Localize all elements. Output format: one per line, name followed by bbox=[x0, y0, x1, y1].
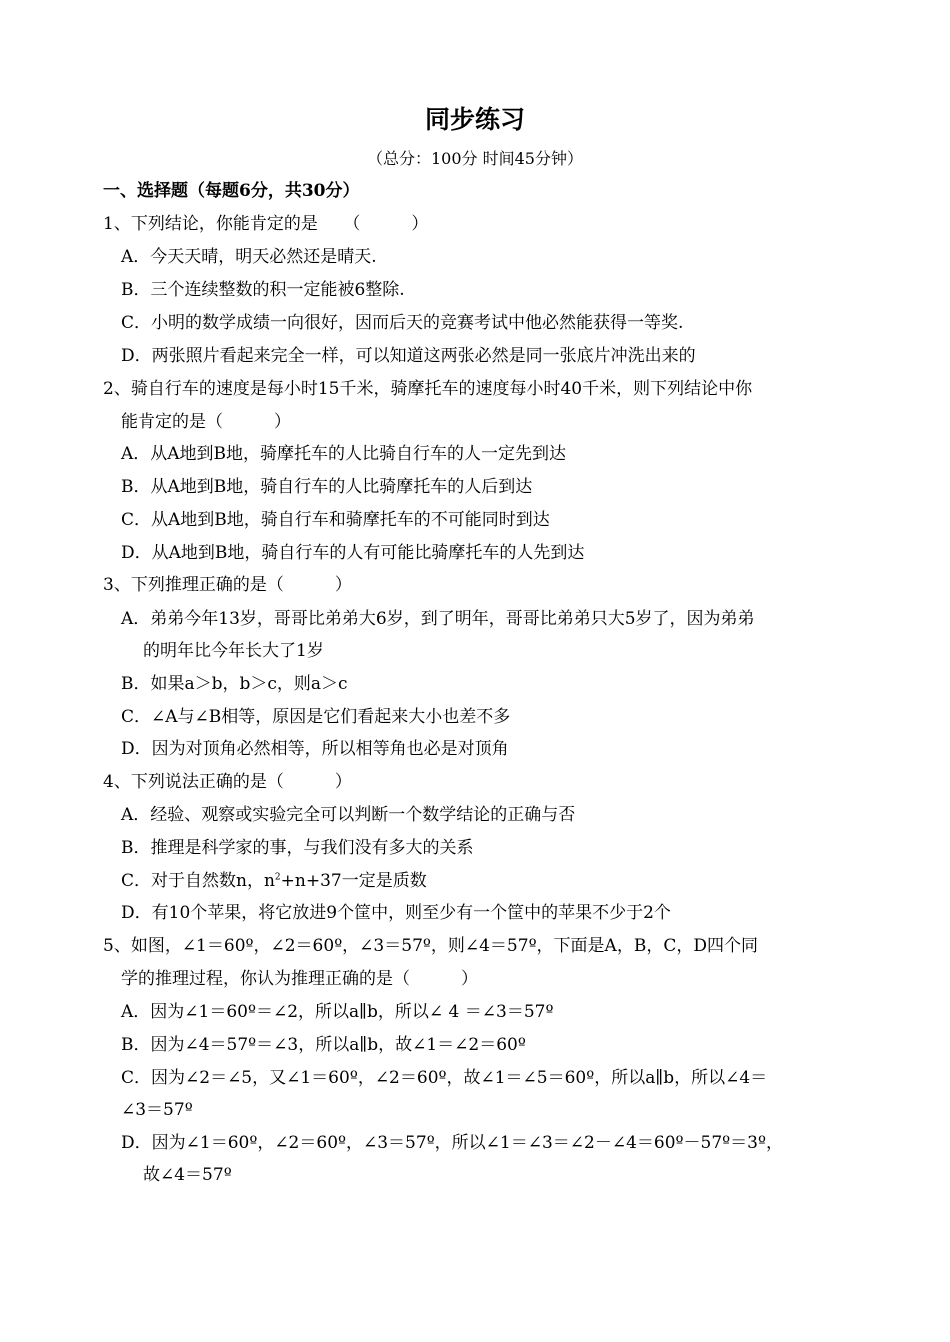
question-3-stem: 3、下列推理正确的是（ ） bbox=[103, 575, 352, 595]
question-4-option-c-text-end: +n+37一定是质数 bbox=[280, 871, 427, 891]
question-4-stem: 4、下列说法正确的是（ ） bbox=[103, 772, 352, 792]
question-3-option-a: A．弟弟今年13岁，哥哥比弟弟大6岁，到了明年，哥哥比弟弟只大5岁了，因为弟弟 bbox=[121, 609, 755, 629]
question-5-option-c: C．因为∠2＝∠5，又∠1＝60º，∠2＝60º，故∠1＝∠5＝60º，所以a∥b，所以∠4＝ bbox=[121, 1068, 768, 1088]
question-2-option-d: D．从A地到B地，骑自行车的人有可能比骑摩托车的人先到达 bbox=[121, 543, 585, 563]
page-subtitle: （总分：100分 时间45分钟） bbox=[367, 149, 583, 168]
question-1-option-b: B．三个连续整数的积一定能被6整除. bbox=[121, 280, 405, 300]
question-5-option-c-continued: ∠3＝57º bbox=[121, 1100, 193, 1120]
question-3-option-b: B．如果a＞b，b＞c，则a＞c bbox=[121, 674, 348, 694]
question-4-option-d: D．有10个苹果，将它放进9个筐中，则至少有一个筐中的苹果不少于2个 bbox=[121, 903, 671, 923]
question-1-option-a: A．今天天晴，明天必然还是晴天. bbox=[121, 247, 377, 267]
question-1-stem: 1、下列结论，你能肯定的是 （ ） bbox=[103, 214, 429, 234]
question-3-option-d: D．因为对顶角必然相等，所以相等角也必是对顶角 bbox=[121, 739, 509, 759]
question-4-option-a: A．经验、观察或实验完全可以判断一个数学结论的正确与否 bbox=[121, 805, 576, 825]
exponent: 2 bbox=[274, 872, 281, 883]
question-2-option-c: C．从A地到B地，骑自行车和骑摩托车的不可能同时到达 bbox=[121, 510, 550, 530]
question-2-option-b: B．从A地到B地，骑自行车的人比骑摩托车的人后到达 bbox=[121, 477, 533, 497]
question-1-option-d: D．两张照片看起来完全一样，可以知道这两张必然是同一张底片冲洗出来的 bbox=[121, 346, 696, 366]
question-5-option-a: A．因为∠1＝60º＝∠2，所以a∥b，所以∠ 4 ＝∠3＝57º bbox=[121, 1002, 554, 1022]
question-3-option-a-continued: 的明年比今年长大了1岁 bbox=[143, 641, 324, 661]
question-1-option-c: C．小明的数学成绩一向很好，因而后天的竞赛考试中他必然能获得一等奖. bbox=[121, 313, 684, 333]
question-4-option-c bbox=[121, 866, 427, 896]
question-2-stem-continued: 能肯定的是（ ） bbox=[121, 412, 291, 432]
section-heading: 一、选择题（每题6分，共30分） bbox=[103, 181, 360, 201]
question-5-stem: 5、如图，∠1＝60º，∠2＝60º，∠3＝57º，则∠4＝57º，下面是A，B，C，D四个同 bbox=[103, 936, 758, 956]
question-4-option-c-text: C．对于自然数n，n bbox=[121, 871, 275, 891]
question-2-stem: 2、骑自行车的速度是每小时15千米，骑摩托车的速度每小时40千米，则下列结论中你 bbox=[103, 379, 753, 399]
question-5-option-d-continued: 故∠4＝57º bbox=[143, 1165, 232, 1185]
question-5-stem-continued: 学的推理过程，你认为推理正确的是（ ） bbox=[121, 969, 478, 989]
question-5-option-b: B．因为∠4＝57º＝∠3，所以a∥b，故∠1＝∠2＝60º bbox=[121, 1035, 526, 1055]
question-3-option-c: C．∠A与∠B相等，原因是它们看起来大小也差不多 bbox=[121, 707, 511, 727]
page-title: 同步练习 bbox=[424, 105, 525, 134]
question-2-option-a: A．从A地到B地，骑摩托车的人比骑自行车的人一定先到达 bbox=[121, 444, 567, 464]
question-4-option-b: B．推理是科学家的事，与我们没有多大的关系 bbox=[121, 838, 474, 858]
question-5-option-d: D．因为∠1＝60º，∠2＝60º，∠3＝57º，所以∠1＝∠3＝∠2－∠4＝60º－57º＝3º， bbox=[121, 1133, 783, 1153]
